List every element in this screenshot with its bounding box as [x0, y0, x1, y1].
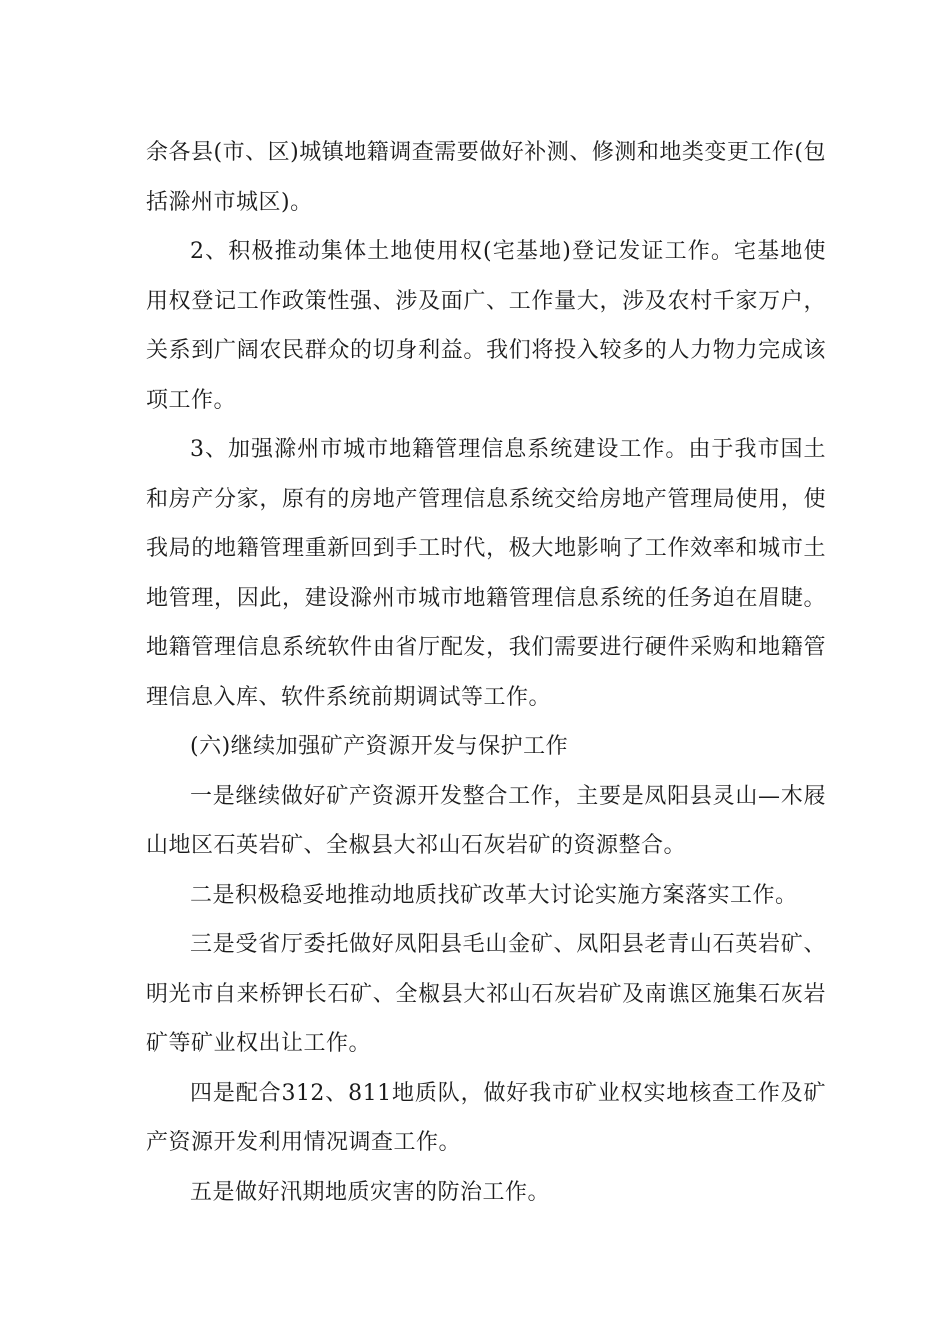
paragraph-point-4: 四是配合312、811地质队，做好我市矿业权实地核查工作及矿产资源开发利用情况调查工作。: [146, 1080, 826, 1155]
paragraph-point-1: 一是继续做好矿产资源开发整合工作，主要是凤阳县灵山—木屐山地区石英岩矿、全椒县大祁山石灰岩矿的资源整合。: [146, 783, 826, 858]
section-heading-6: (六)继续加强矿产资源开发与保护工作: [190, 734, 569, 759]
paragraph-point-2: 二是积极稳妥地推动地质找矿改革大讨论实施方案落实工作。: [190, 882, 798, 908]
paragraph-continuation: 余各县(市、区)城镇地籍调查需要做好补测、修测和地类变更工作(包括滁州市城区)。: [146, 140, 826, 215]
paragraph-item-2: 2、积极推动集体土地使用权(宅基地)登记发证工作。宅基地使用权登记工作政策性强、涉及面广、工作量大，涉及农村千家万户，关系到广阔农民群众的切身利益。我们将投入较多的人力物力完成该项工作。: [146, 239, 826, 413]
paragraph-point-5: 五是做好汛期地质灾害的防治工作。: [190, 1179, 551, 1205]
document-body: [146, 128, 826, 1217]
paragraph-item-3: 3、加强滁州市城市地籍管理信息系统建设工作。由于我市国土和房产分家，原有的房地产管理信息系统交给房地产管理局使用，使我局的地籍管理重新回到手工时代，极大地影响了工作效率和城市土地管理，因此，建设滁州市城市地籍管理信息系统的任务迫在眉睫。地籍管理信息系统软件由省厅配发，我们需要进行硬件采购和地籍管理信息入库、软件系统前期调试等工作。: [146, 437, 826, 710]
paragraph-point-3: 三是受省厅委托做好凤阳县毛山金矿、凤阳县老青山石英岩矿、明光市自来桥钾长石矿、全椒县大祁山石灰岩矿及南谯区施集石灰岩矿等矿业权出让工作。: [146, 932, 826, 1056]
